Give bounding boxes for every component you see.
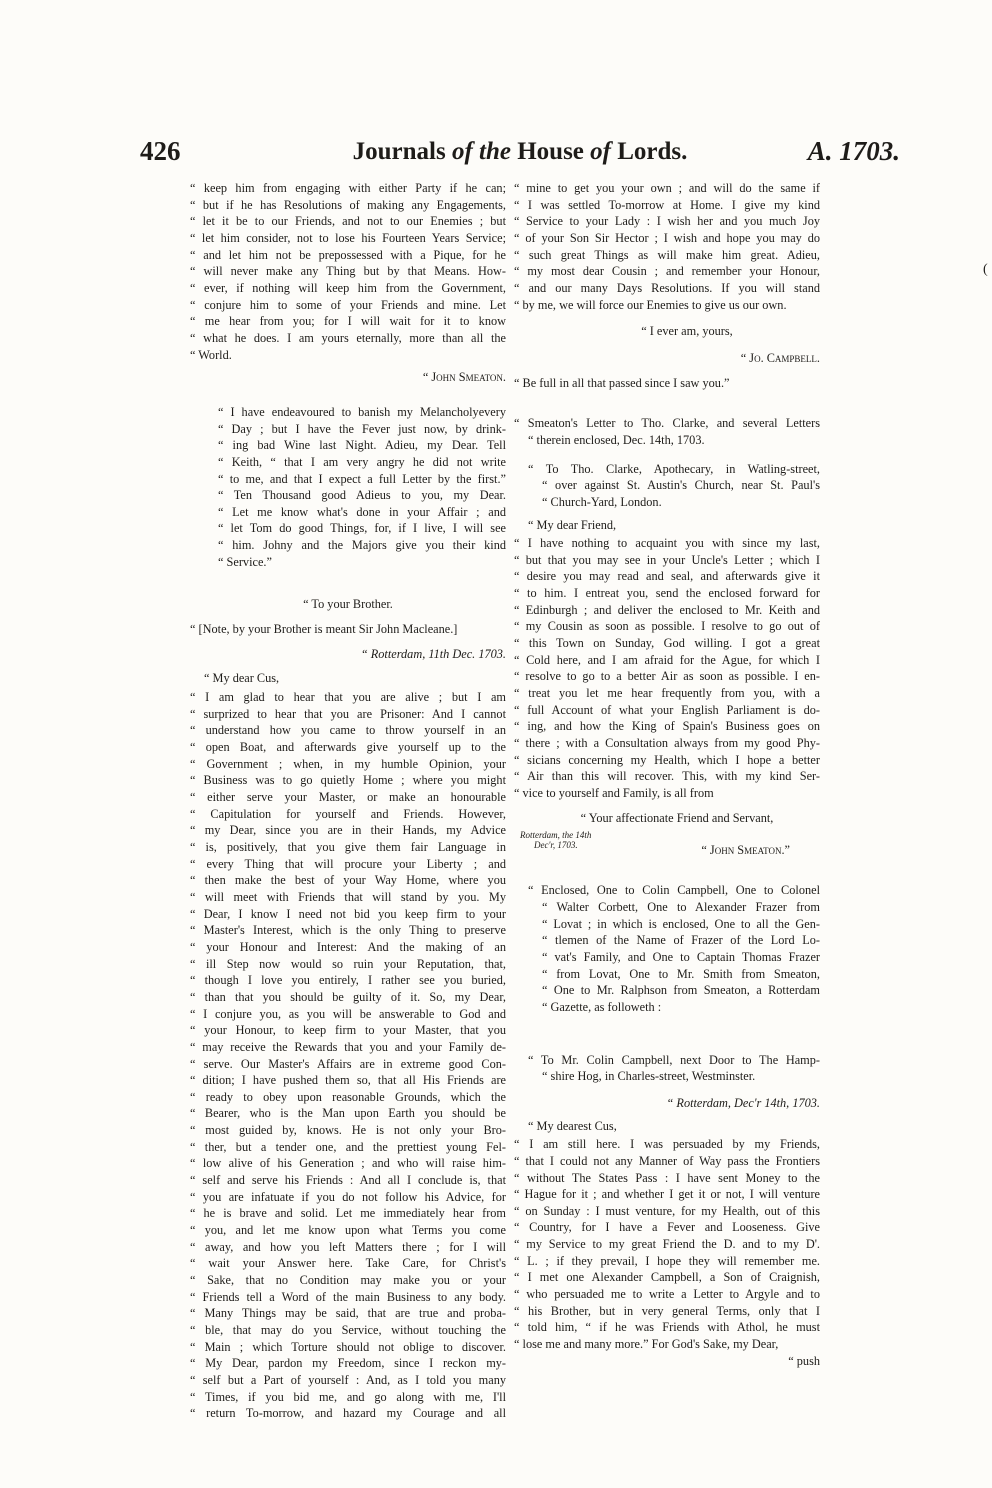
text-line: “ may receive the Rewards that you and your Family de- <box>190 1039 506 1054</box>
text-line: “ Walter Corbett, One to Alexander Frazer from <box>542 899 820 914</box>
text-line: “ I have nothing to acquaint you with since my last, <box>514 536 820 551</box>
text-line: “ Business was to go quietly Home ; where you might <box>190 773 506 788</box>
text-block <box>190 621 506 638</box>
text-line: “ To Mr. Colin Campbell, next Door to The Hamp- <box>528 1052 820 1067</box>
text-block <box>190 670 506 687</box>
text-line: “ self and serve his Friends : And all I conclude is, that <box>190 1173 506 1188</box>
text-line: “ of your Son Sir Hector ; I wish and hope you may do <box>514 230 820 245</box>
text-line: “ I am still here. I was persuaded by my Friends, <box>514 1137 820 1152</box>
text-line: “ Day ; but I have the Fever just now, by drink- <box>218 421 506 436</box>
text-line: “ sicians concerning my Health, which I hope a better <box>514 752 820 767</box>
text-line: “ away, and how you left Matters there ; for I will <box>190 1239 506 1254</box>
text-block <box>190 689 506 1422</box>
text-line: “ to me, and that I expect a full Letter by the first.” <box>218 471 506 486</box>
text-line: “ without The States Pass : I have sent Money to the <box>514 1170 820 1185</box>
text-line: “ desire you may read and seal, and afterwards give it <box>514 569 820 584</box>
signature-date-line: Dec'r, 1703. <box>534 840 578 851</box>
text-line: “ ready to obey upon reasonable Grounds, which the <box>190 1089 506 1104</box>
text-line: “ My Dear, pardon my Freedom, since I reckon my- <box>190 1356 506 1371</box>
text-line: “ there ; with a Consultation always from my good Phy- <box>514 736 820 751</box>
text-line: “ I met one Alexander Campbell, a Son of Craignish, <box>514 1270 820 1285</box>
text-line: “ tlemen of the Name of Frazer of the Lord Lo- <box>542 933 820 948</box>
text-line: “ you are infatuate if you do not follow his Advice, for <box>190 1189 506 1204</box>
text-line: “ him. Johny and the Majors give you their kind <box>218 538 506 553</box>
text-line: “ Friends tell a Word of the main Business to any body. <box>190 1289 506 1304</box>
text-block <box>514 1052 820 1085</box>
text-block <box>514 1136 820 1353</box>
text-line: “ to him. I entreat you, send the enclosed forward for <box>514 586 820 601</box>
text-line: “ my Dear, since you are in their Hands, my Advice <box>190 823 506 838</box>
text-line: “ he is brave and solid. Let me immediately hear from <box>190 1206 506 1221</box>
text-line: “ over against St. Austin's Church, near St. Paul's <box>542 478 820 493</box>
page-number: 426 <box>140 136 181 166</box>
text-line: “ such great Things as will make him great. Adieu, <box>514 247 820 262</box>
text-block <box>514 535 820 802</box>
text-line: “ Gazette, as followeth : <box>542 999 662 1014</box>
text-line: “ shire Hog, in Charles-street, Westminster. <box>542 1069 756 1084</box>
text-line: “ Sake, that no Condition may make you or your <box>190 1273 506 1288</box>
running-title <box>140 138 900 166</box>
text-line: “ your Honour, to keep firm to your Master, that you <box>190 1023 506 1038</box>
text-line: “ World. <box>190 347 232 362</box>
text-line: “ and our many Days Resolutions. If you will stand <box>514 280 820 295</box>
text-line: “ Master's Interest, which is the only Thing to preserve <box>190 923 506 938</box>
text-line: “ on Sunday : I must venture, for my Health, out of this <box>514 1203 820 1218</box>
text-line: “ than that you should be guilty of it. So, my Dear, <box>190 989 506 1004</box>
text-line: “ Dear, I know I need not bid you keep firm to your <box>190 906 506 921</box>
text-block <box>514 517 820 534</box>
text-line: “ Hague for it ; and whether I get it or not, I will venture <box>514 1187 820 1202</box>
text-line: “ Smeaton's Letter to Tho. Clarke, and several Letters <box>514 416 820 431</box>
text-line: “ wait your Answer here. Take Care, for Christ's <box>190 1256 506 1271</box>
margin-mark: ( <box>983 262 988 277</box>
text-line: “ self but a Part of yourself : And, as I told you many <box>190 1372 506 1387</box>
text-line: “ John Smeaton. <box>422 370 506 385</box>
text-line: “ either serve your Master, or make an honourable <box>190 790 506 804</box>
text-block <box>514 1353 820 1370</box>
text-line: “ let it be to our Friends, and not to our Enemies ; but <box>190 214 506 229</box>
text-line: “ you, and let me know upon what Terms you come <box>190 1223 506 1238</box>
text-block <box>190 404 506 571</box>
text-line: “ open Boat, and afterwards give yourself up to the <box>190 740 506 755</box>
text-line: “ but that you may see in your Uncle's Letter ; which I <box>514 552 820 567</box>
text-line: “ Country, for I have a Fever and Looseness. Give <box>514 1220 820 1235</box>
text-line: “ but if he has Resolutions of making any Engagements, <box>190 197 506 212</box>
text-line: “ his Brother, but in very general Terms, only that I <box>514 1303 820 1318</box>
signature-date-line: Rotterdam, the 14th <box>520 830 592 841</box>
text-line: “ Church-Yard, London. <box>542 494 662 509</box>
text-line: “ my most dear Cousin ; and remember your Honour, <box>514 264 820 279</box>
left-column <box>190 180 506 1422</box>
text-line: “ lose me and many more.” For God's Sake, my Dear, <box>514 1337 779 1352</box>
text-block <box>514 323 820 340</box>
text-line: “ Times, if you bid me, and go along with me, I'll <box>190 1389 506 1404</box>
text-line: “ Ten Thousand good Adieus to you, my Dear. <box>218 488 506 503</box>
text-line: “ Jo. Campbell. <box>740 350 820 365</box>
text-block <box>514 882 820 1015</box>
text-line: “ told him, “ if he was Friends with Athol, he must <box>514 1320 820 1335</box>
text-line: “ me hear from you; for I will wait for it to know <box>190 314 506 329</box>
title-part: Journals <box>352 138 452 165</box>
text-line: “ I was settled To-morrow at Home. I give my kind <box>514 197 820 212</box>
text-line: “ [Note, by your Brother is meant Sir John Macleane.] <box>190 622 458 637</box>
text-block <box>190 369 506 386</box>
text-block <box>514 415 820 448</box>
signature-name: “ John Smeaton.” <box>701 843 790 858</box>
text-line: “ One to Mr. Ralphson from Smeaton, a Rotterdam <box>542 983 820 998</box>
text-line: “ full Account of what your English Parliament is do- <box>514 702 820 717</box>
text-line: “ mine to get you your own ; and will do the same if <box>514 181 820 195</box>
text-line: “ resolve to go to a better Air as soon as possible. I en- <box>514 669 820 684</box>
text-block <box>514 461 820 511</box>
text-line: “ surprized to hear that you are Prisoner: And I cannot <box>190 706 506 721</box>
signature-date <box>520 830 591 850</box>
text-line: “ ther, but a tender one, and the prettiest young Fel- <box>190 1139 506 1154</box>
text-line: “ my Cousin as soon as possible. I resolve to go out of <box>514 619 820 634</box>
title-part: of <box>451 138 473 165</box>
text-line: “ Cold here, and I am afraid for the Ague, for which I <box>514 652 820 667</box>
text-block <box>514 830 820 864</box>
text-line: “ your Honour and Interest: And the making of an <box>190 939 506 954</box>
text-line: “ Service.” <box>218 554 272 569</box>
text-line: “ Lovat ; in which is enclosed, One to all the Gen- <box>542 916 820 931</box>
text-line: “ by me, we will force our Enemies to give us our own. <box>514 297 787 312</box>
text-line: “ To your Brother. <box>303 597 393 612</box>
title-part: House <box>510 138 591 165</box>
text-line: “ what he does. I am yours eternally, more than all the <box>190 330 506 345</box>
text-line: “ ing bad Wine last Night. Adieu, my Dear. Tell <box>218 438 506 453</box>
text-line: “ low alive of his Generation ; and who will raise him- <box>190 1156 506 1171</box>
text-block <box>514 810 820 827</box>
text-line: “ I have endeavoured to banish my Melancholyevery <box>218 404 506 419</box>
title-part: of <box>590 138 611 165</box>
text-line: “ Main ; which Torture should not oblige to discover. <box>190 1339 506 1354</box>
text-line: “ ill Step now would so ruin your Reputation, that, <box>190 956 506 971</box>
text-line: “ Rotterdam, Dec'r 14th, 1703. <box>666 1095 820 1110</box>
text-line: “ Rotterdam, 11th Dec. 1703. <box>360 646 506 661</box>
text-line: “ push <box>788 1353 820 1368</box>
text-line: “ Enclosed, One to Colin Campbell, One to Colonel <box>528 883 820 898</box>
text-line: “ is, positively, that you give them fair Language in <box>190 839 506 854</box>
text-line: “ that I could not any Manner of Way pass the Frontiers <box>514 1153 820 1168</box>
text-block <box>190 646 506 663</box>
text-line: “ every Thing that will procure your Liberty ; and <box>190 856 506 871</box>
text-line: “ Be full in all that passed since I saw you.” <box>514 375 730 390</box>
text-line: “ my Service to my great Friend the D. and to my D'. <box>514 1237 820 1252</box>
text-line: “ treat you let me hear frequently from you, with a <box>514 686 820 701</box>
text-line: “ therein enclosed, Dec. 14th, 1703. <box>528 432 705 447</box>
right-column <box>514 180 820 1369</box>
text-block <box>190 596 506 613</box>
text-line: “ Service to your Lady : I wish her and you much Joy <box>514 214 820 229</box>
text-line: “ Bearer, who is the Man upon Earth you should be <box>190 1106 506 1121</box>
text-line: “ most guided by, knows. He is not only your Bro- <box>190 1123 506 1138</box>
text-line: “ keep him from engaging with either Party if he can; <box>190 181 506 195</box>
text-line: “ Edinburgh ; and deliver the enclosed to Mr. Keith and <box>514 602 820 617</box>
text-line: “ then make the best of your Way Home, where you <box>190 873 506 888</box>
text-line: “ My dear Cus, <box>204 671 280 686</box>
text-line: “ Keith, “ that I am very angry he did not write <box>218 454 506 469</box>
text-line: “ this Town on Sunday, God willing. I got a great <box>514 636 820 651</box>
text-line: “ My dearest Cus, <box>528 1118 617 1133</box>
text-line: “ Many Things may be said, that are true and proba- <box>190 1306 506 1321</box>
text-line: “ Your affectionate Friend and Servant, <box>580 810 774 825</box>
title-part: the <box>472 138 511 165</box>
text-line: “ conjure him to some of your Friends and mine. Let <box>190 297 506 312</box>
text-line: “ let Tom do good Things, for, if I live, I will see <box>218 521 506 536</box>
page-year: A. 1703. <box>807 136 900 166</box>
text-line: “ Let me know what's done in your Affair ; and <box>218 504 506 519</box>
title-part: Lords. <box>610 138 688 165</box>
text-line: “ Capitulation for yourself and Friends. However, <box>190 806 506 821</box>
text-line: “ and let him not be prepossessed with a Pique, for he <box>190 247 506 262</box>
text-block <box>514 1118 820 1135</box>
text-line: “ I ever am, yours, <box>641 324 733 339</box>
text-line: “ dition; I have pushed them so, that all His Friends are <box>190 1073 506 1088</box>
text-line: “ L. ; if they prevail, I hope they will remember me. <box>514 1253 820 1268</box>
text-line: “ Government ; when, in my humble Opinion, your <box>190 756 506 771</box>
text-line: “ who persuaded me to write a Letter to Argyle and to <box>514 1287 820 1302</box>
text-line: “ let him consider, not to lose his Fourteen Years Service; <box>190 230 506 245</box>
text-line: “ Air than this will recover. This, with my kind Ser- <box>514 769 820 784</box>
text-line: “ from Lovat, One to Mr. Smith from Smeaton, <box>542 966 820 981</box>
text-line: “ I conjure you, as you will be answerable to God and <box>190 1006 506 1021</box>
text-block <box>514 180 820 313</box>
text-block <box>514 350 820 367</box>
text-line: “ My dear Friend, <box>528 517 617 532</box>
text-line: “ though I love you entirely, I rather see you buried, <box>190 973 506 988</box>
text-block <box>190 180 506 363</box>
text-line: “ serve. Our Master's Affairs are in extreme good Con- <box>190 1056 506 1071</box>
text-line: “ To Tho. Clarke, Apothecary, in Watling-street, <box>528 461 820 476</box>
text-line: “ ble, that may do you Service, without touching the <box>190 1323 506 1337</box>
text-line: “ will meet with Friends that will stand by you. My <box>190 889 506 904</box>
text-line: “ understand how you came to throw yourself in an <box>190 723 506 738</box>
text-line: “ vice to yourself and Family, is all from <box>514 786 714 800</box>
text-block <box>514 375 820 392</box>
page-header <box>140 136 900 178</box>
text-line: “ ever, if nothing will keep him from the Government, <box>190 280 506 295</box>
text-line: “ will never make any Thing but by that Means. How- <box>190 264 506 279</box>
text-line: “ I am glad to hear that you are alive ; but I am <box>190 690 506 705</box>
text-line: “ return To-morrow, and hazard my Courage and all <box>190 1406 506 1421</box>
text-block <box>514 1095 820 1112</box>
text-line: “ ing, and how the King of Spain's Business goes on <box>514 719 820 734</box>
text-line: “ vat's Family, and One to Captain Thomas Frazer <box>542 949 820 964</box>
